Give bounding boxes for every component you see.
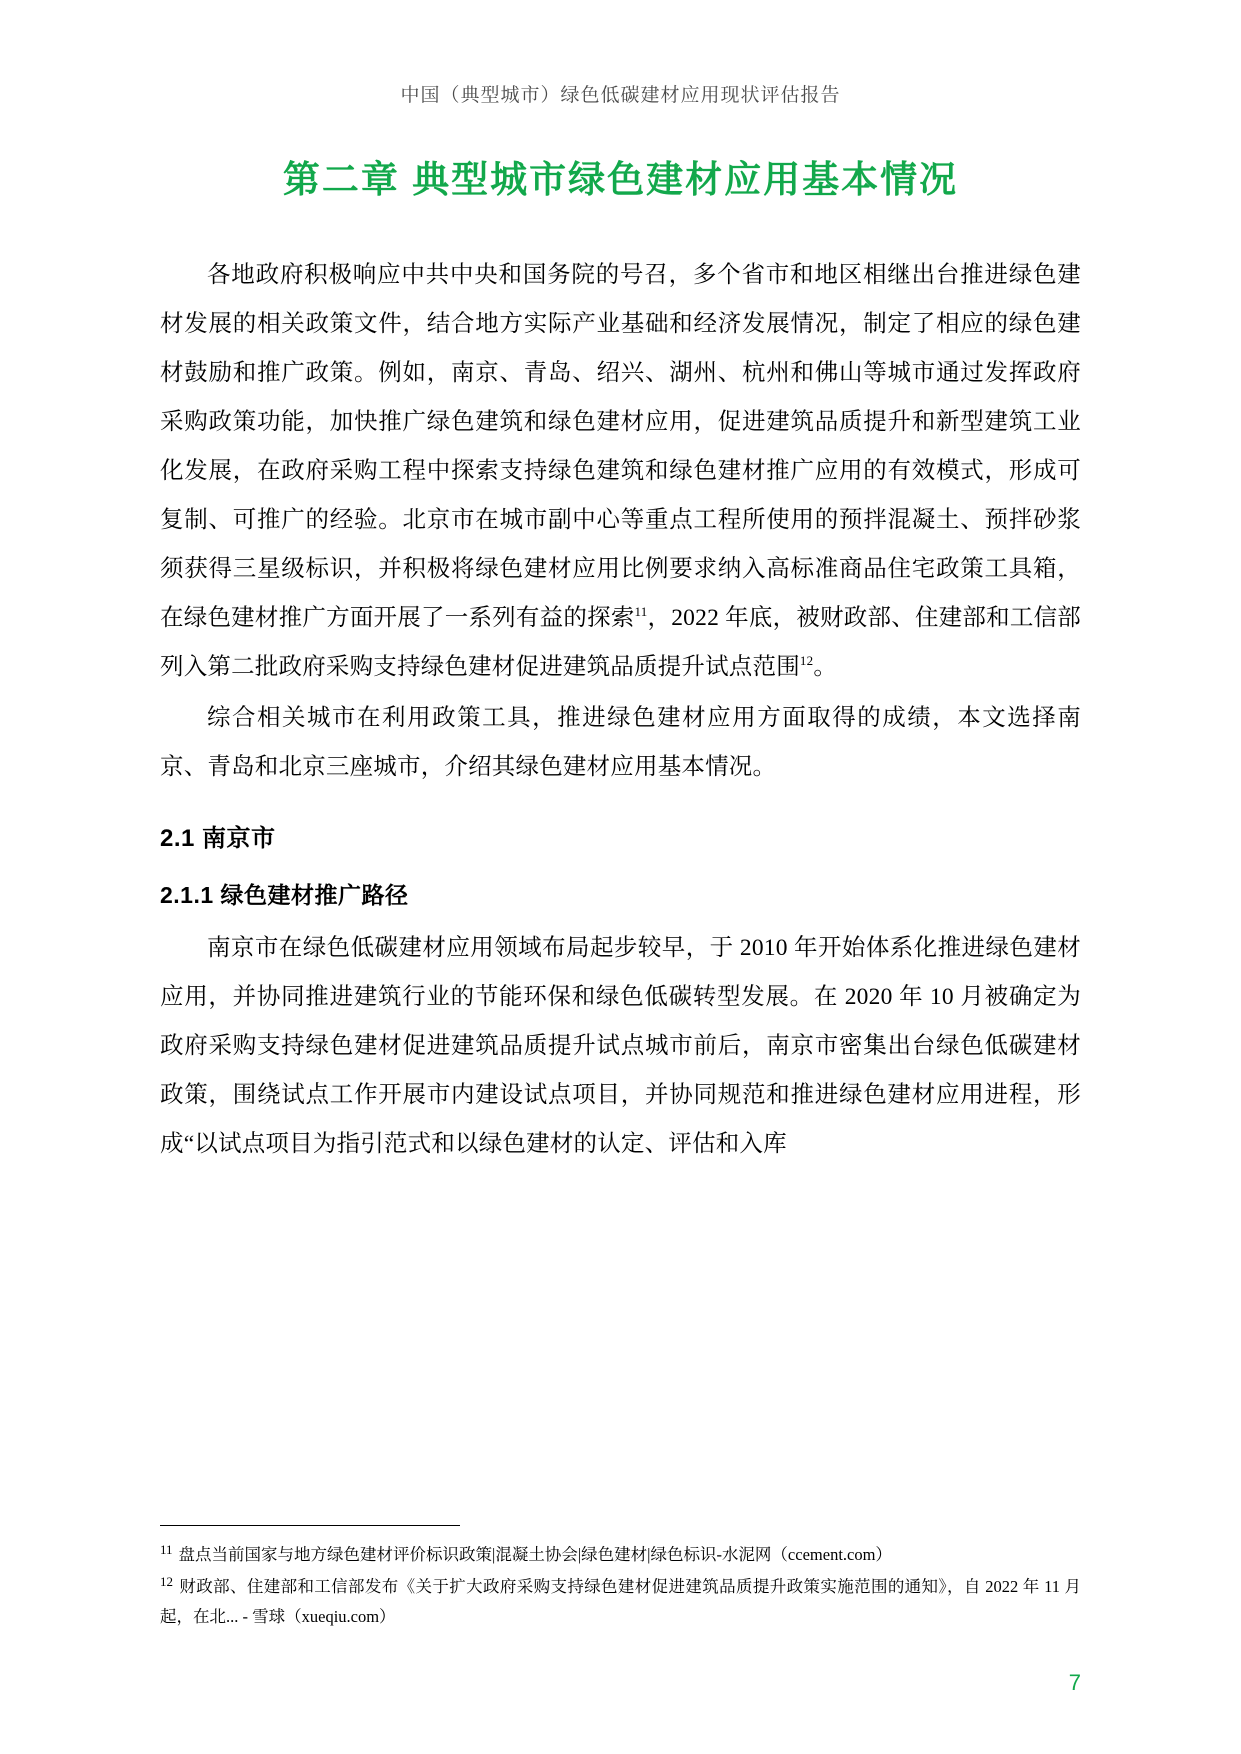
heading-2-1-nanjing: 2.1 南京市: [160, 825, 276, 852]
paragraph-nanjing-detail: 南京市在绿色低碳建材应用领域布局起步较早，于 2010 年开始体系化推进绿色建材应用，并协同推进建筑行业的节能环保和绿色低碳转型发展。在 2020 年 10 月被确定为政府采购支持绿色建材促进建筑品质提升试点城市前后，南京市密集出台绿色低碳建材政策，围绕试点工作开展市内建设试点项目，并协同规范和推进绿色建材应用进程，形成“以试点项目为指引范式和以绿色建材的认定、评估和入库: [160, 935, 1081, 1157]
footnote-ref-11[interactable]: 11: [634, 604, 648, 620]
footnote-item-11: [160, 1540, 1081, 1570]
page-number: 7: [1068, 1670, 1081, 1695]
paragraph-policy-overview: [160, 251, 1081, 692]
footnote-ref-12[interactable]: 12: [799, 653, 814, 669]
footnote-separator: [160, 1525, 460, 1526]
footnote-text-11: 盘点当前国家与地方绿色建材评价标识政策|混凝土协会|绿色建材|绿色标识-水泥网（ccement.com）: [178, 1545, 892, 1564]
paragraph-text-part-3: 。: [813, 654, 838, 680]
footnote-item-12: [160, 1572, 1081, 1632]
footnote-number-12: 12: [160, 1573, 173, 1589]
running-header: 中国（典型城市）绿色低碳建材应用现状评估报告: [400, 85, 841, 106]
paragraph-city-selection: 综合相关城市在利用政策工具，推进绿色建材应用方面取得的成绩，本文选择南京、青岛和北京三座城市，介绍其绿色建材应用基本情况。: [160, 705, 1081, 780]
paragraph-text-part-1: 各地政府积极响应中共中央和国务院的号召，多个省市和地区相继出台推进绿色建材发展的相关政策文件，结合地方实际产业基础和经济发展情况，制定了相应的绿色建材鼓励和推广政策。例如，南京、青岛、绍兴、湖州、杭州和佛山等城市通过发挥政府采购政策功能，加快推广绿色建筑和绿色建材应用，促进建筑品质提升和新型建筑工业化发展，在政府采购工程中探索支持绿色建筑和绿色建材推广应用的有效模式，形成可复制、可推广的经验。北京市在城市副中心等重点工程所使用的预拌混凝土、预拌砂浆须获得三星级标识，并积极将绿色建材应用比例要求纳入高标准商品住宅政策工具箱，在绿色建材推广方面开展了一系列有益的探索: [160, 262, 1081, 631]
heading-2-1-1-promotion-path: 2.1.1 绿色建材推广路径: [160, 882, 409, 908]
footnote-number-11: 11: [160, 1541, 173, 1557]
paragraph-text-part-2: ，2022 年底，被财政部、住建部和工信部列入第二批政府采购支持绿色建材促进建筑品质提升试点范围: [160, 605, 1082, 680]
footnote-text-12: 财政部、住建部和工信部发布《关于扩大政府采购支持绿色建材促进建筑品质提升政策实施范围的通知》，自 2022 年 11 月起，在北... - 雪球（xueqiu.com）: [160, 1577, 1081, 1626]
chapter-title: 第二章 典型城市绿色建材应用基本情况: [282, 159, 959, 200]
footnotes-section: [160, 1525, 1081, 1634]
